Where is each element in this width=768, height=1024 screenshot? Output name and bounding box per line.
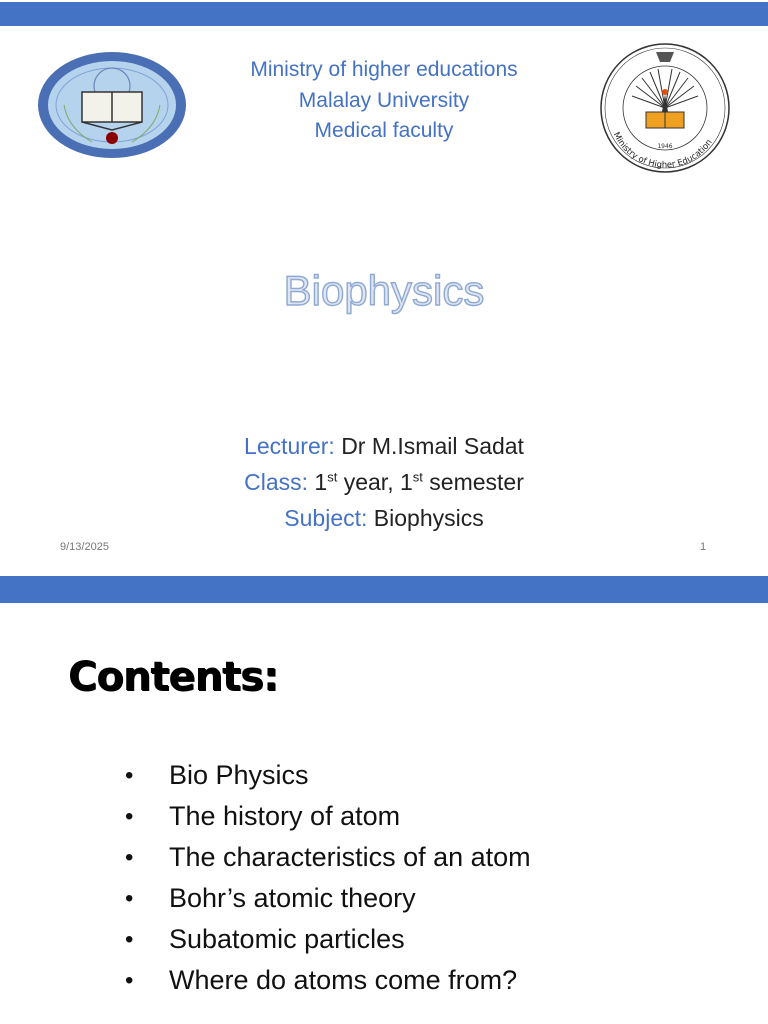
class-mid: year, 1 xyxy=(343,469,413,495)
subject-label: Subject: xyxy=(284,505,368,531)
slide-2 xyxy=(0,563,768,1024)
list-item: • The history of atom xyxy=(125,796,531,837)
class-line xyxy=(120,466,648,498)
list-item: • Where do atoms come from? xyxy=(125,960,531,1001)
institution-line-1: Ministry of higher educations xyxy=(250,58,518,81)
class-label: Class: xyxy=(244,469,309,495)
subject-value: Biophysics xyxy=(373,505,484,531)
slide-date: 9/13/2025 xyxy=(60,541,109,553)
slide-page-number: 1 xyxy=(700,541,707,553)
contents-list xyxy=(125,755,531,1001)
top-accent-bar xyxy=(0,2,768,26)
slide-title xyxy=(184,262,584,318)
class-year-num: 1 xyxy=(314,469,328,495)
ministry-logo xyxy=(586,42,744,174)
bullet-icon: • xyxy=(125,803,134,830)
list-item: • Bohr’s atomic theory xyxy=(125,878,531,919)
lecturer-line xyxy=(120,430,648,462)
bullet-icon: • xyxy=(125,762,134,789)
bullet-icon: • xyxy=(125,844,134,871)
subject-line xyxy=(120,502,648,534)
institution-line-3: Medical faculty xyxy=(314,119,454,142)
list-item: • Subatomic particles xyxy=(125,919,531,960)
lecturer-label: Lecturer: xyxy=(244,433,335,459)
contents-heading: Contents: xyxy=(68,654,278,700)
list-item: • Bio Physics xyxy=(125,755,531,796)
list-item: • The characteristics of an atom xyxy=(125,837,531,878)
class-year-sup: st xyxy=(327,469,338,485)
bullet-icon: • xyxy=(125,926,134,953)
institution-line-2: Malalay University xyxy=(298,89,470,112)
top-accent-bar-2 xyxy=(0,576,768,603)
class-end: semester xyxy=(429,469,524,495)
class-sem-sup: st xyxy=(412,469,423,485)
university-logo xyxy=(36,50,188,160)
bullet-icon: • xyxy=(125,967,134,994)
slide-title-text: Biophysics xyxy=(283,267,485,314)
logo-right-year: 1946 xyxy=(657,143,673,150)
bullet-icon: • xyxy=(125,885,134,912)
logo-right-caption: Ministry of Higher Education xyxy=(610,130,715,171)
lecturer-value: Dr M.Ismail Sadat xyxy=(341,433,524,459)
